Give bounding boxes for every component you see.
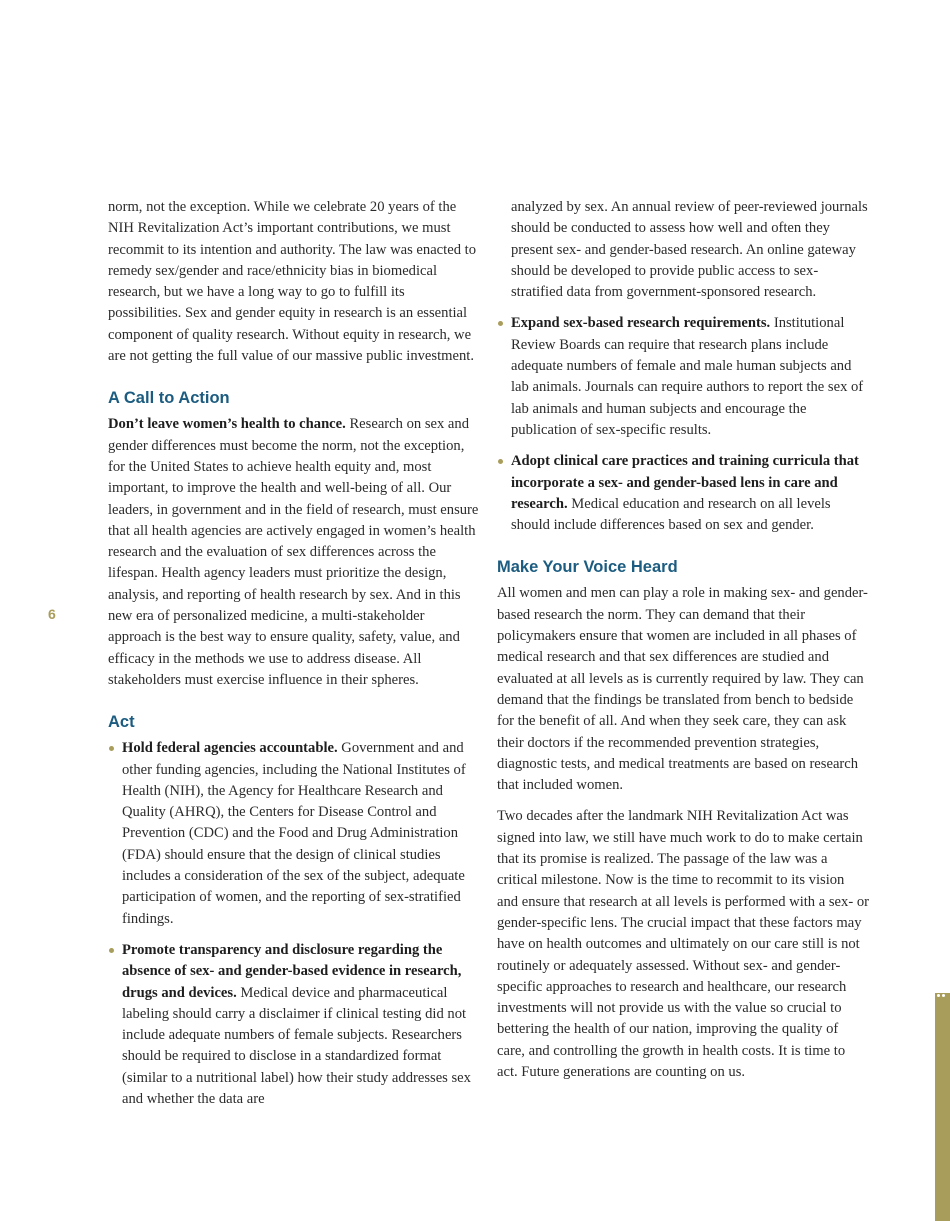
right-column (497, 197, 869, 1093)
side-accent-dots (937, 994, 950, 998)
bullet-lead: Promote transparency and disclosure regarding the absence of sex- and gender-based evidence in research, drugs and devices. (122, 941, 462, 1001)
voice-heading: Make Your Voice Heard (497, 558, 678, 577)
act-heading: Act (108, 713, 135, 732)
act-bullet-item (108, 738, 480, 930)
call-to-action-paragraph (108, 414, 480, 691)
bullet-text: Institutional Review Boards can require that research plans include adequate numbers of female and male human subjects and lab animals. Journals can require authors to report the sex of lab animals and human subjects and encourage the publication of sex-specific results. (511, 315, 864, 438)
call-to-action-heading: A Call to Action (108, 389, 230, 408)
act-bullet-item (497, 313, 869, 441)
voice-paragraph-2: Two decades after the landmark NIH Revitalization Act was signed into law, we still have much work to do to make certain that its promise is realized. The passage of the law was a critical milestone. Now is the time to recommit to its vision and ensure that research at all levels is performed with a sex- or gender-specific lens. The crucial impact that these factors may have on health outcomes and ultimately on our care still is not routinely or adequately assessed. Without sex- and gender-specific approaches to research and healthcare, our research investments will not provide us with the value so crucial to bettering the health of our nation, improving the quality of care, and controlling the growth in health costs. It is time to act. Future generations are counting on us. (497, 808, 869, 1080)
bullet-continuation: analyzed by sex. An annual review of peer-reviewed journals should be conducted to assess how well and often they present sex- and gender-based research. An online gateway should be developed to provide public access to sex-stratified data from government-sponsored research. (511, 199, 868, 301)
call-to-action-text: Research on sex and gender differences must become the norm, not the exception, for the United States to achieve health equity and, most important, to improve the health and well-being of all. Our leaders, in government and in the field of research, must ensure that all health agencies are actively engaged in women’s health research and the evaluation of sex differences across the lifespan. Health agency leaders must prioritize the design, analysis, and reporting of health research by sex. And in this new era of personalized medicine, a multi-stakeholder approach is the best way to ensure quality, safety, value, and efficacy in the methods we use to address disease. All stakeholders must exercise influence in their spheres. (108, 416, 479, 688)
bullet-text: Medical education and research on all levels should include differences based on sex and gender. (511, 495, 831, 534)
left-column (108, 197, 480, 1120)
bullet-text: Government and and other funding agencies, including the National Institutes of Health (NIH), the Agency for Healthcare Research and Quality (AHRQ), the Centers for Disease Control and Prevention (CDC) and the Food and Drug Administration (FDA) should ensure that the design of clinical studies includes a consideration of the sex of the subject, adequate participation of women, and the reporting of sex-stratified findings. (122, 740, 466, 927)
act-bullet-list (108, 738, 480, 1110)
act-bullet-item (108, 940, 480, 1110)
call-to-action-lead: Don’t leave women’s health to chance. (108, 416, 346, 433)
bullet-lead: Hold federal agencies accountable. (122, 740, 338, 757)
bullet-lead: Expand sex-based research requirements. (511, 315, 771, 332)
side-accent-bar (935, 993, 950, 1221)
intro-paragraph: norm, not the exception. While we celebrate 20 years of the NIH Revitalization Act’s important contributions, we must recommit to its intention and authority. The law was enacted to remedy sex/gender and race/ethnicity bias in biomedical research, but we have a long way to go to fulfill its possibilities. Sex and gender equity in research is an essential component of quality research. Without equity in research, we are not getting the full value of our massive public investment. (108, 199, 476, 365)
bullet-lead: Adopt clinical care practices and training curricula that incorporate a sex- and gender-based lens in care and research. (511, 453, 859, 512)
page-number: 6 (48, 606, 56, 622)
bullet-text: Medical device and pharmaceutical labeling should carry a disclaimer if clinical testing did not include adequate numbers of female subjects. Researchers should be required to disclose in a standardized format (similar to a nutritional label) how their study addresses sex and whether the data are (122, 984, 471, 1107)
act-bullet-item (497, 451, 869, 536)
right-bullet-list (497, 313, 869, 536)
voice-paragraph-1: All women and men can play a role in making sex- and gender-based research the norm. They can demand that their policymakers ensure that women are included in all phases of medical research and that sex differences are studied and evaluated at all levels as is currently required by law. They can demand that the findings be translated from bench to bedside for the benefit of all. And when they seek care, they can ask their doctors if the recommended prevention strategies, diagnostic tests, and medical treatments are based on research that included women. (497, 585, 868, 794)
